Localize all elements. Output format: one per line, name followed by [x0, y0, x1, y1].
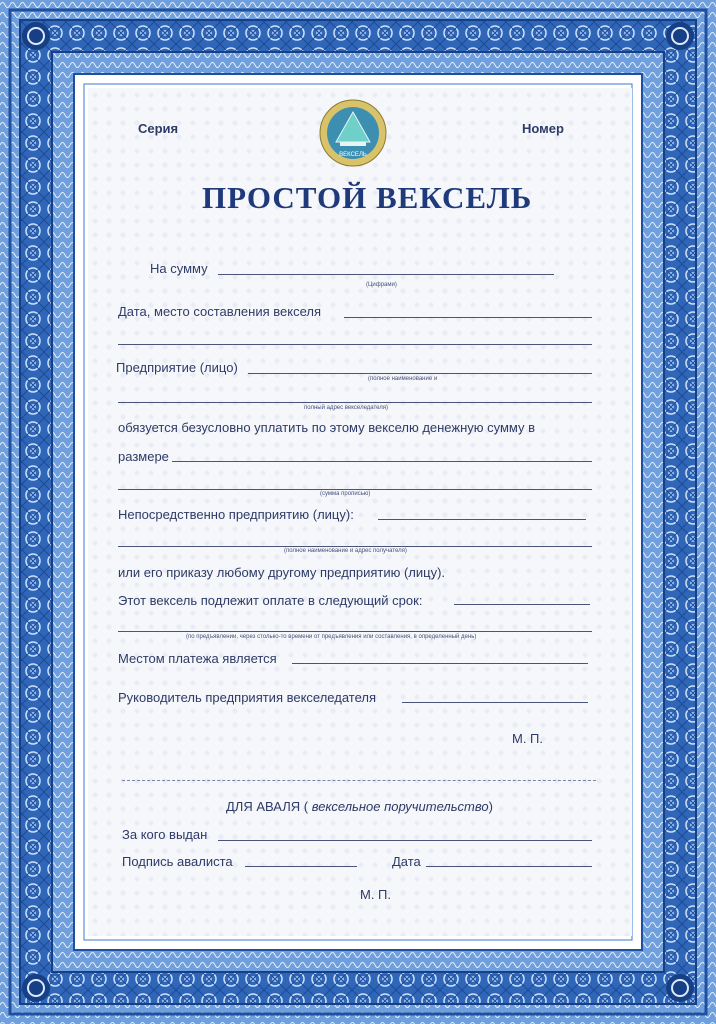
stamp-place-1: М. П.	[512, 731, 544, 746]
for-whom-field[interactable]	[218, 840, 592, 841]
document-title: ПРОСТОЙ ВЕКСЕЛЬ	[202, 180, 533, 215]
number-label: Номер	[522, 121, 564, 136]
aval-heading-suffix: )	[488, 799, 493, 814]
order-text: или его приказу любому другому предприятию (лицу).	[118, 565, 446, 580]
size-label: размере	[118, 449, 169, 464]
direct-label: Непосредственно предприятию (лицу):	[118, 507, 354, 522]
enterprise-hint-2: полный адрес векселедателя)	[304, 405, 389, 411]
for-whom-label: За кого выдан	[122, 827, 208, 842]
enterprise-label: Предприятие (лицо)	[116, 360, 238, 375]
aval-heading-italic: вексельное поручительство	[311, 799, 489, 814]
direct-field-2[interactable]	[118, 546, 592, 547]
direct-hint: (полное наименование и адрес получателя)	[284, 548, 407, 554]
aval-date-label: Дата	[392, 854, 421, 869]
amount-label: На сумму	[150, 261, 208, 276]
head-signature-field[interactable]	[402, 702, 588, 703]
place-field[interactable]	[292, 663, 588, 664]
stamp-place-2: М. П.	[360, 887, 392, 902]
enterprise-field-2[interactable]	[118, 402, 592, 403]
date-place-field[interactable]	[344, 317, 592, 318]
size-hint: (сумма прописью)	[320, 491, 371, 497]
due-hint: (по предъявлении, через столько-то времени от предъявления или составления, в определенный день)	[186, 634, 477, 640]
enterprise-field[interactable]	[248, 373, 592, 374]
place-label: Местом платежа является	[118, 651, 277, 666]
amount-field[interactable]	[218, 274, 554, 275]
date-place-label: Дата, место составления векселя	[118, 304, 322, 319]
date-place-field-2[interactable]	[118, 344, 592, 345]
section-divider	[122, 780, 596, 781]
amount-hint: (Цифрами)	[366, 282, 397, 288]
hologram-seal	[318, 98, 388, 168]
due-field-2[interactable]	[118, 631, 592, 632]
head-label: Руководитель предприятия векселедателя	[118, 690, 377, 705]
aval-signature-label: Подпись авалиста	[122, 854, 233, 869]
due-field[interactable]	[454, 604, 590, 605]
series-label: Серия	[138, 121, 179, 136]
size-field-2[interactable]	[118, 489, 592, 490]
aval-heading	[226, 799, 493, 814]
due-label: Этот вексель подлежит оплате в следующий срок:	[118, 593, 423, 608]
aval-heading-prefix: ДЛЯ АВАЛЯ (	[226, 799, 312, 814]
aval-signature-field[interactable]	[245, 866, 357, 867]
obligation-text: обязуется безусловно уплатить по этому векселю денежную сумму в	[118, 420, 536, 435]
hologram-text: ВЕКСЕЛЬ	[339, 152, 367, 158]
enterprise-hint-1: (полное наименование и	[368, 376, 438, 382]
size-field[interactable]	[172, 461, 592, 462]
direct-field[interactable]	[378, 519, 586, 520]
aval-date-field[interactable]	[426, 866, 592, 867]
